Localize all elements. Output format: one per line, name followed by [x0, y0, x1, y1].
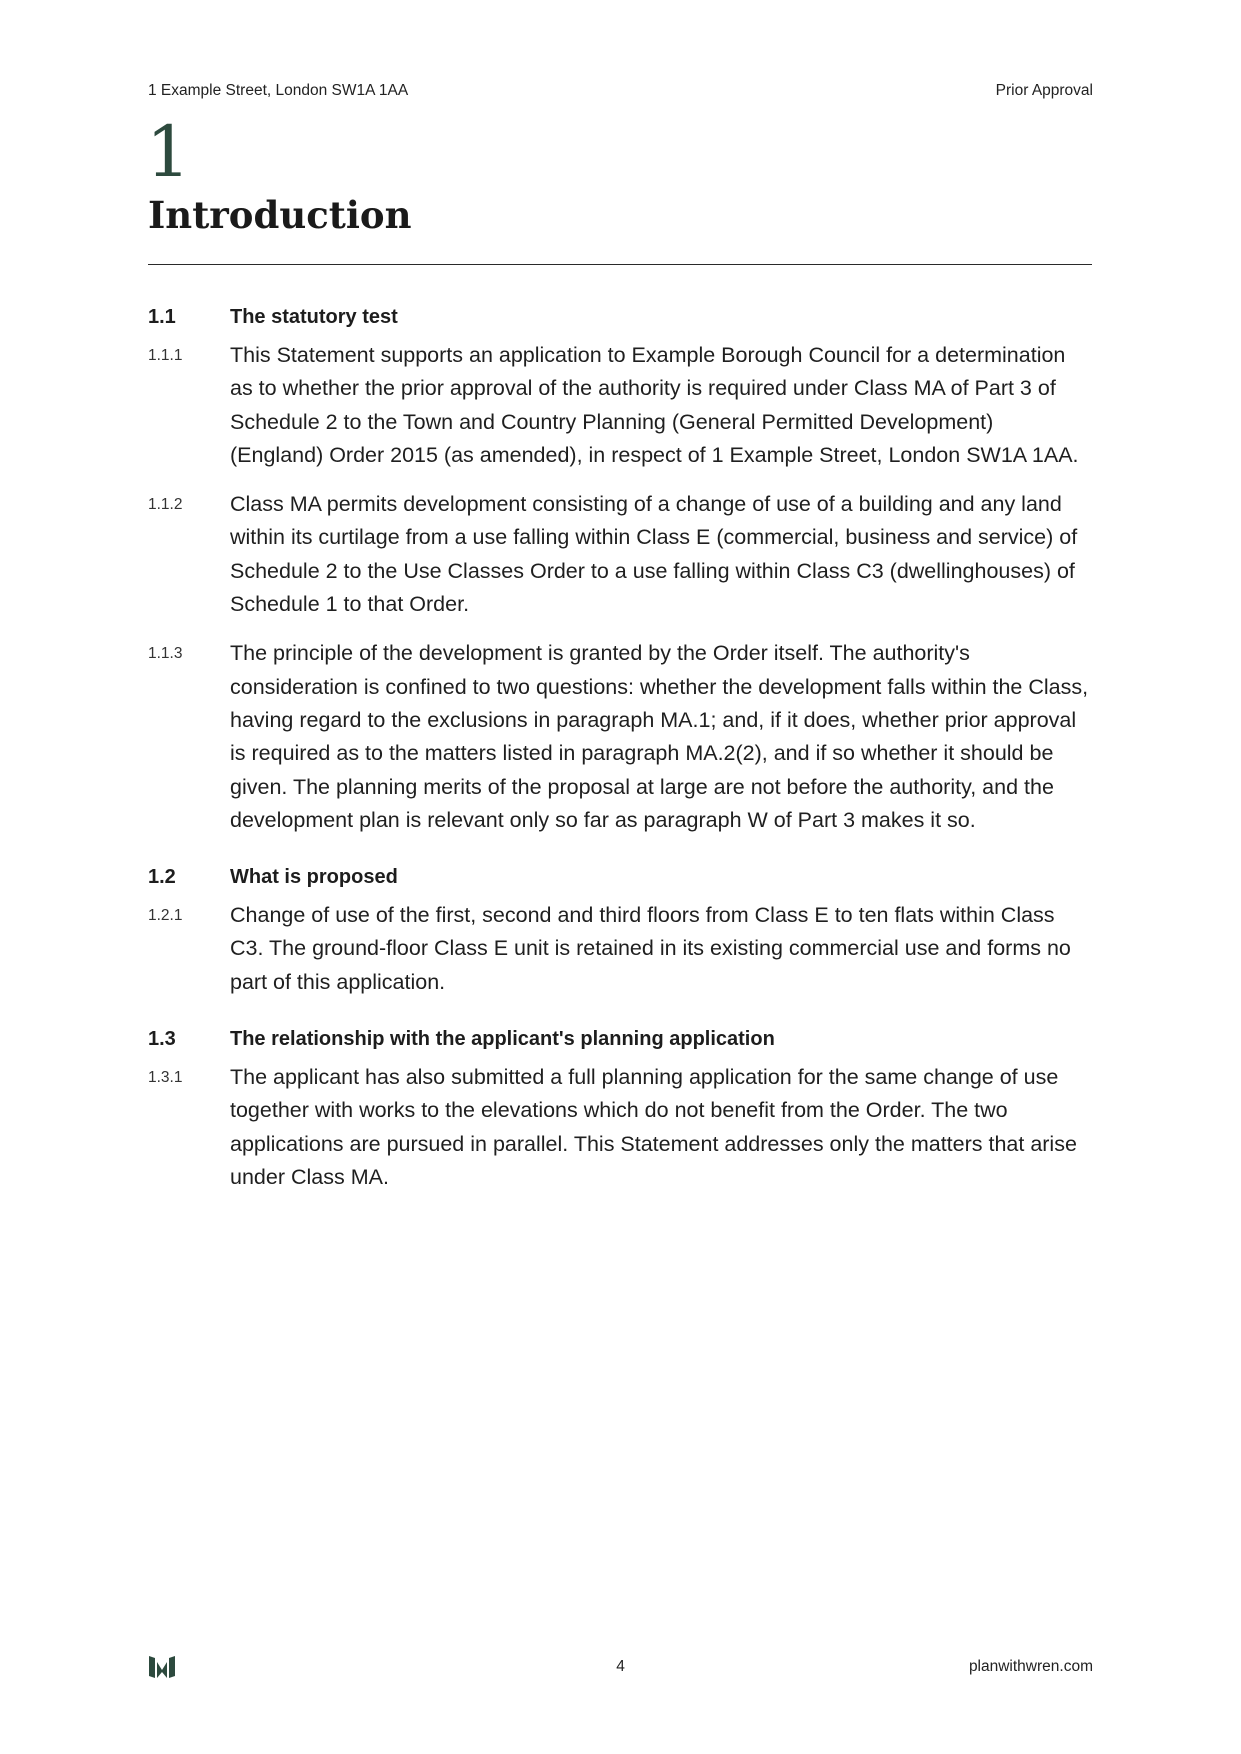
section-title: The relationship with the applicant's planning application	[230, 1028, 775, 1051]
section-number: 1.1	[148, 306, 176, 328]
chapter-content	[148, 303, 1092, 1220]
page-number: 4	[616, 1658, 625, 1675]
paragraph-text: This Statement supports an application to Example Borough Council for a determination as to whether the prior approval of the authority is required under Class MA of Part 3 of Schedule 2 to the Town and Country Planning (General Permitted Development) (England) Order 2015 (as amended), in respect of 1 Example Street, London SW1A 1AA.	[230, 343, 1079, 467]
section-title: The statutory test	[230, 306, 398, 328]
header-address: 1 Example Street, London SW1A 1AA	[148, 82, 409, 99]
section-what-is-proposed	[148, 863, 1092, 999]
running-footer	[148, 1654, 1093, 1680]
section-number: 1.2	[148, 866, 176, 889]
section-relationship	[148, 1025, 1092, 1194]
paragraph	[148, 899, 1092, 999]
paragraph	[148, 637, 1092, 837]
footer-website[interactable]: planwithwren.com	[968, 1658, 1093, 1675]
section-statutory-test	[148, 303, 1092, 837]
paragraph-text: The applicant has also submitted a full planning application for the same change of use together with works to the elevations which do not benefit from the Order. The two applications are pursued in parallel. This Statement addresses only the matters that arise under Class MA.	[230, 1065, 1077, 1189]
title-divider	[148, 264, 1092, 265]
paragraph-number: 1.1.1	[148, 347, 183, 364]
paragraph-number: 1.1.3	[148, 645, 183, 663]
section-number: 1.3	[148, 1028, 176, 1051]
paragraph-text: Change of use of the first, second and third floors from Class E to ten flats within Class C3. The ground-floor Class E unit is retained in its existing commercial use and forms no part of this application.	[230, 903, 1071, 994]
paragraph-number: 1.1.2	[148, 496, 183, 514]
header-document-type: Prior Approval	[995, 82, 1093, 99]
section-title: What is proposed	[230, 866, 398, 889]
chapter-title: Introduction	[148, 193, 412, 237]
paragraph-number: 1.3.1	[148, 1069, 183, 1087]
paragraph	[148, 339, 1092, 472]
paragraph-text: The principle of the development is granted by the Order itself. The authority's consideration is confined to two questions: whether the development falls within the Class, having regard to the exclusions in paragraph MA.1; and, if it does, whether prior approval is required as to the matters listed in paragraph MA.2(2), and if so whether it should be given. The planning merits of the proposal at large are not before the authority, and the development plan is relevant only so far as paragraph W of Part 3 makes it so.	[230, 641, 1089, 832]
running-header	[148, 82, 1093, 100]
paragraph	[148, 1061, 1092, 1194]
section-heading	[148, 303, 1092, 331]
chapter-number: 1	[146, 111, 191, 193]
paragraph-number: 1.2.1	[148, 907, 183, 925]
section-heading	[148, 863, 1092, 891]
paragraph-text: Class MA permits development consisting of a change of use of a building and any land within its curtilage from a use falling within Class E (commercial, business and service) of Schedule 2 to the Use Classes Order to a use falling within Class C3 (dwellinghouses) of Schedule 1 to that Order.	[230, 492, 1078, 617]
section-heading	[148, 1025, 1092, 1053]
paragraph	[148, 488, 1092, 621]
